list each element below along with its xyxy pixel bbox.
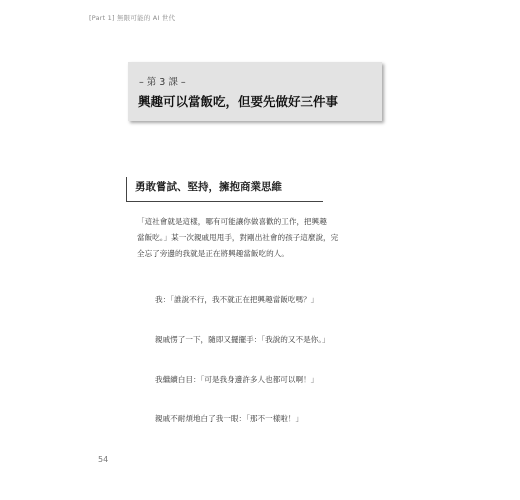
dialogue-line: 親戚愣了一下，隨即又擺擺手：「我說的又不是你。」: [155, 335, 330, 344]
paragraph-line: 全忘了旁邊的我就是正在將興趣當飯吃的人。: [137, 249, 289, 258]
dialogue-line: 親戚不耐煩地白了我一眼：「那不一樣啦！」: [155, 414, 304, 423]
running-header: [Part 1] 無限可能的 AI 世代: [89, 14, 176, 22]
section-heading: [126, 177, 323, 202]
paragraph-line: 「這社會就是這樣，哪有可能讓你做喜歡的工作，把興趣: [137, 217, 327, 226]
dialogue-line: 我繼續白目：「可是我身邊許多人也都可以啊！」: [155, 375, 319, 384]
lesson-title: 興趣可以當飯吃，但要先做好三件事: [138, 94, 339, 109]
lesson-title-box: [128, 62, 382, 121]
lesson-number: – 第 3 課 –: [139, 77, 186, 88]
paragraph-line: 當飯吃。」某一次親戚甩甩手，對剛出社會的孩子這麼說，完: [137, 233, 339, 242]
dialogue-line: 我：「誰說不行，我不就正在把興趣當飯吃嗎？」: [155, 295, 319, 304]
section-heading-text: 勇敢嘗試、堅持，擁抱商業思維: [135, 181, 282, 193]
body-paragraph: [137, 214, 387, 262]
page-number: 54: [98, 455, 109, 464]
